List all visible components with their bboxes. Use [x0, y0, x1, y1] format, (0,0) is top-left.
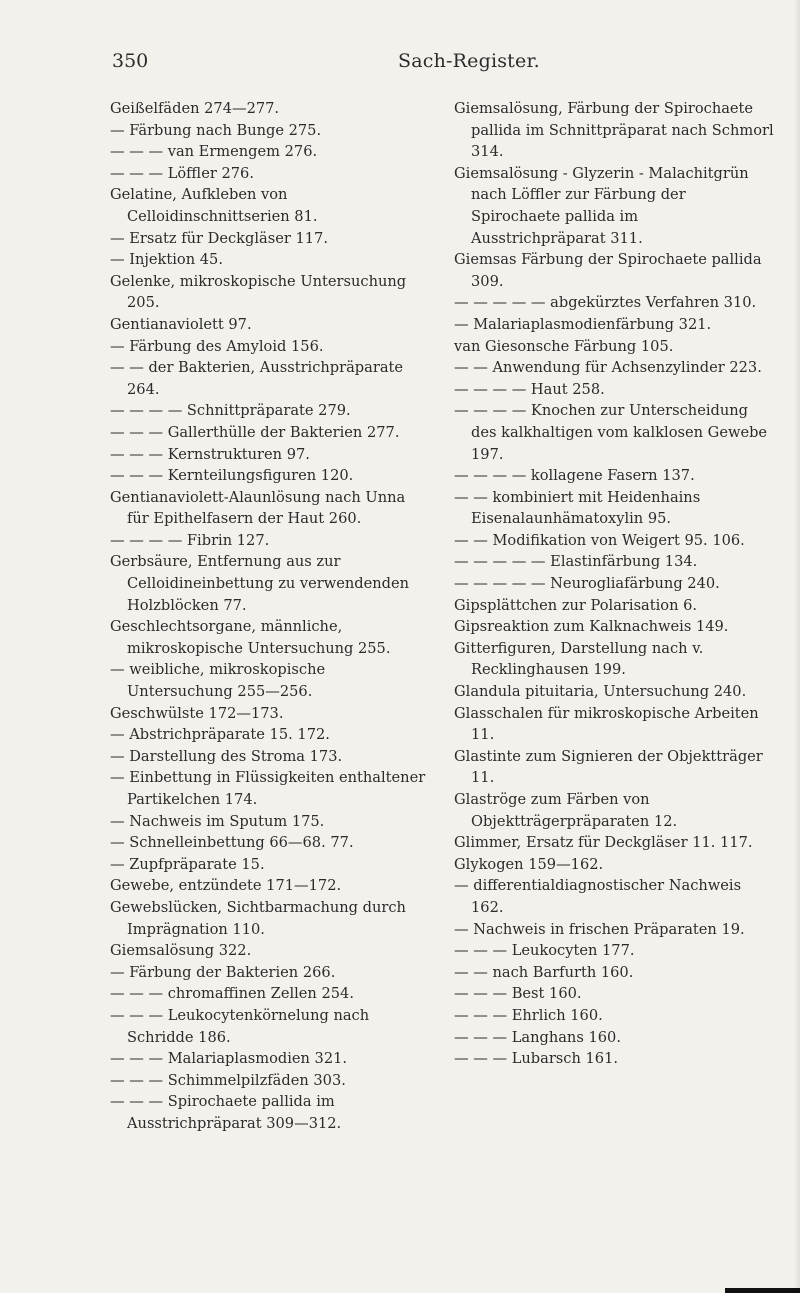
index-column-left — [110, 98, 430, 1135]
index-entry: Glimmer, Ersatz für Deckgläser 11. 117. — [454, 834, 753, 852]
index-entry: — Darstellung des Stroma 173. — [110, 747, 343, 765]
index-entry: — Nachweis in frischen Präparaten 19. — [454, 920, 745, 938]
index-entry: Giemsalösung, Färbung der Spirochaete pallida im Schnittpräparat nach Schmorl 314. — [454, 100, 774, 161]
index-entry: — — — — — Neurogliafärbung 240. — [454, 575, 720, 593]
index-entry: — — kombiniert mit Heidenhains Eisenalaunhämatoxylin 95. — [454, 488, 701, 528]
index-entry: — Einbettung in Flüssigkeiten enthaltener Partikelchen 174. — [110, 769, 426, 808]
index-entry: — — — van Ermengem 276. — [110, 143, 318, 161]
index-entry: Gentianaviolett 97. — [110, 315, 252, 333]
index-entry: — — — Leukocyten 177. — [454, 942, 635, 960]
index-entry: — — der Bakterien, Ausstrichpräparate 264. — [110, 359, 404, 398]
index-entry: — — — Gallerthülle der Bakterien 277. — [110, 423, 400, 441]
index-entry: Giemsalösung 322. — [110, 942, 252, 960]
index-entry: — — — Kernteilungsfiguren 120. — [110, 467, 354, 485]
index-entry: — Färbung der Bakterien 266. — [110, 963, 336, 981]
index-entry: — — — — Fibrin 127. — [110, 531, 270, 549]
index-entry: — — nach Barfurth 160. — [454, 963, 634, 981]
index-entry: van Giesonsche Färbung 105. — [454, 337, 674, 355]
index-entry: — Abstrichpräparate 15. 172. — [110, 726, 330, 744]
index-entry: — Malariaplasmodienfärbung 321. — [454, 315, 712, 333]
index-entry: Geschwülste 172—173. — [110, 704, 284, 722]
index-entry: — Färbung des Amyloid 156. — [110, 337, 324, 355]
index-entry: — Ersatz für Deckgläser 117. — [110, 229, 328, 247]
page-edge-shadow — [794, 0, 800, 1293]
page-edge-mark — [725, 1288, 800, 1293]
index-entry: — Zupfpräparate 15. — [110, 855, 265, 873]
index-entry: — — — chromaffinen Zellen 254. — [110, 985, 354, 1003]
index-entry: Giemsalösung - Glyzerin - Malachitgrün nach Löffler zur Färbung der Spirochaete pallida im Ausstrichpräparat 311. — [454, 164, 749, 247]
index-entry: Glandula pituitaria, Untersuchung 240. — [454, 683, 747, 701]
index-column-right — [454, 98, 774, 1070]
running-title: Sach-Register. — [398, 50, 540, 72]
index-entry: Gewebslücken, Sichtbarmachung durch Imprägnation 110. — [110, 898, 406, 938]
index-entry: Gentianaviolett-Alaunlösung nach Unna für Epithelfasern der Haut 260. — [110, 488, 406, 528]
index-entry: — Schnelleinbettung 66—68. 77. — [110, 834, 354, 852]
index-entry: — — — — kollagene Fasern 137. — [454, 467, 695, 485]
index-entry: — — — — — abgekürztes Verfahren 310. — [454, 294, 757, 312]
index-entry: — Nachweis im Sputum 175. — [110, 812, 325, 830]
page-header — [0, 50, 800, 80]
index-entry: Glastinte zum Signieren der Objektträger 11. — [454, 747, 763, 787]
index-entry: Gewebe, entzündete 171—172. — [110, 877, 342, 895]
index-entry: — — — Malariaplasmodien 321. — [110, 1050, 348, 1068]
index-entry: — — — Schimmelpilzfäden 303. — [110, 1071, 346, 1089]
index-entry: — — — Ehrlich 160. — [454, 1006, 603, 1024]
page-number: 350 — [112, 50, 149, 72]
index-entry: — — — Kernstrukturen 97. — [110, 445, 310, 463]
index-entry: — differentialdiagnostischer Nachweis 162. — [454, 877, 742, 916]
index-entry: Geschlechtsorgane, männliche, mikroskopische Untersuchung 255. — [110, 618, 391, 657]
index-entry: Gerbsäure, Entfernung aus zur Celloidineinbettung zu verwendenden Holzblöcken 77. — [110, 553, 410, 614]
index-entry: — — — — — Elastinfärbung 134. — [454, 553, 698, 571]
index-entry: — — Modifikation von Weigert 95. 106. — [454, 531, 745, 549]
index-entry: Gitterfiguren, Darstellung nach v. Recklinghausen 199. — [454, 639, 704, 679]
index-entry: — — — — Knochen zur Unterscheidung des kalkhaltigen vom kalklosen Gewebe 197. — [454, 402, 768, 463]
index-entry: — weibliche, mikroskopische Untersuchung 255—256. — [110, 661, 326, 701]
index-entry: — — — Langhans 160. — [454, 1028, 621, 1046]
index-entry: — — — Lubarsch 161. — [454, 1050, 619, 1068]
index-entry: Gelenke, mikroskopische Untersuchung 205. — [110, 272, 407, 312]
index-entry: — — — — Schnittpräparate 279. — [110, 402, 351, 420]
index-entry: — — — Leukocytenkörnelung nach Schridde 186. — [110, 1006, 370, 1046]
index-entry: Geißelfäden 274—277. — [110, 100, 280, 117]
index-entry: Gipsplättchen zur Polarisation 6. — [454, 596, 698, 614]
index-entry: — — — — Haut 258. — [454, 380, 605, 398]
index-entry: Gelatine, Aufkleben von Celloidinschnittserien 81. — [110, 186, 318, 225]
index-entry: — — — Spirochaete pallida im Ausstrichpräparat 309—312. — [110, 1093, 342, 1132]
index-entry: — — Anwendung für Achsenzylinder 223. — [454, 359, 762, 377]
index-entry: — — — Best 160. — [454, 985, 582, 1003]
index-entry: Glykogen 159—162. — [454, 855, 604, 873]
index-entry: Glaströge zum Färben von Objektträgerpräparaten 12. — [454, 791, 678, 830]
index-entry: Glasschalen für mikroskopische Arbeiten 11. — [454, 704, 759, 744]
index-entry: Giemsas Färbung der Spirochaete pallida 309. — [454, 251, 762, 290]
index-entry: Gipsreaktion zum Kalknachweis 149. — [454, 618, 729, 636]
index-entry: — Färbung nach Bunge 275. — [110, 121, 322, 139]
index-entry: — Injektion 45. — [110, 251, 223, 269]
index-entry: — — — Löffler 276. — [110, 164, 254, 182]
